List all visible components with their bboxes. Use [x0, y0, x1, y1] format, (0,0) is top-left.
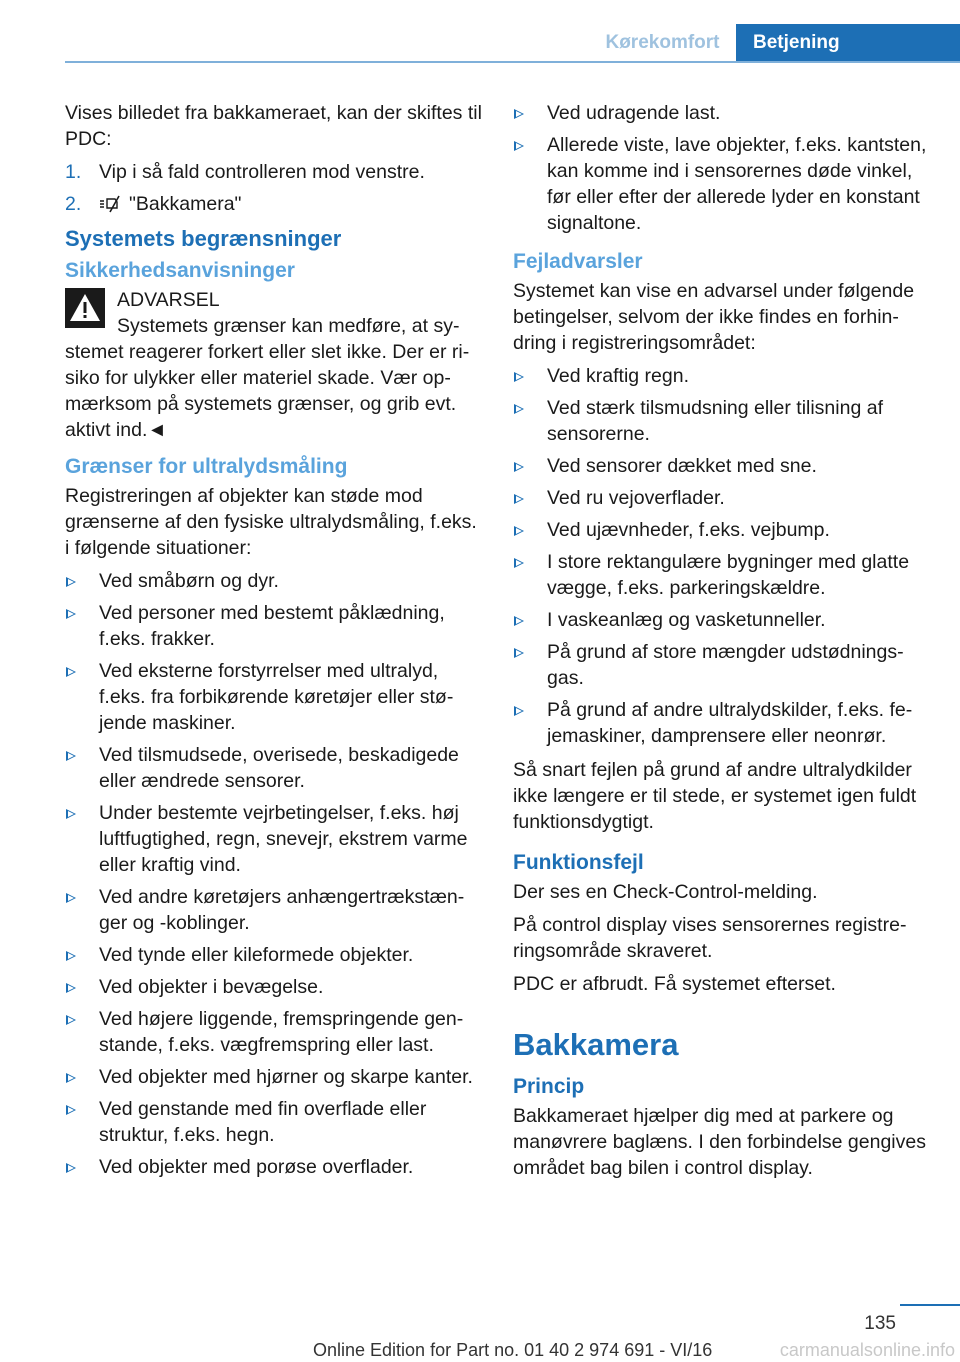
triangle-bullet-icon [66, 809, 76, 819]
triangle-bullet-icon [514, 462, 524, 472]
triangle-bullet-icon [66, 751, 76, 761]
triangle-bullet-icon [66, 667, 76, 677]
list-item [65, 942, 485, 968]
heading-safety: Sikkerhedsanvisninger [65, 259, 295, 282]
bullets-top [513, 100, 933, 236]
triangle-bullet-icon [514, 648, 524, 658]
list-item-text: I store rektangulære bygninger med glatte vægge, f.eks. parkeringskældre. [547, 551, 910, 599]
header-tabs [589, 24, 960, 61]
list-item [513, 517, 933, 543]
list-item [513, 607, 933, 633]
list-item [513, 132, 933, 236]
list-item [513, 453, 933, 479]
triangle-bullet-icon [66, 983, 76, 993]
ultrasonic-intro: Registreringen af objekter kan støde mod grænserne af den fysiske ultralydsmåling, f.eks. i følgende situationer: [65, 485, 477, 559]
list-item [513, 485, 933, 511]
triangle-bullet-icon [514, 109, 524, 119]
right-column [513, 100, 933, 1188]
heading-ultrasonic: Grænser for ultralydsmåling [65, 455, 348, 478]
list-item-text: Allerede viste, lave objekter, f.eks. kantsten, kan komme ind i sensorernes døde vinkel, før eller efter der allerede lyder en konstant signaltone. [547, 134, 927, 234]
footer-rule [900, 1304, 960, 1306]
triangle-bullet-icon [514, 404, 524, 414]
malfunction-p2: På control display vises sensorernes registreringsområde skraveret. [513, 914, 907, 962]
heading-system-limits: Systemets begrænsninger [65, 226, 342, 251]
step-number: 2. [65, 193, 82, 215]
list-item-text: Ved objekter med hjørner og skarpe kanter. [99, 1066, 473, 1088]
footer-watermark: carmanualsonline.info [779, 1340, 955, 1360]
list-item [65, 658, 485, 736]
tab-chapter: Betjening [736, 24, 960, 61]
list-item-text: Ved tilsmudsede, overisede, beskadigede eller ændrede sensorer. [99, 744, 459, 792]
heading-principle: Princip [513, 1075, 585, 1098]
step-text: "Bakkamera" [129, 193, 242, 215]
header-rule [65, 61, 960, 63]
triangle-bullet-icon [514, 141, 524, 151]
list-item-text: Under bestemte vejrbetingelser, f.eks. høj luftfugtighed, regn, snevejr, ekstrem varme eller kraftig vind. [99, 802, 468, 876]
triangle-bullet-icon [66, 1105, 76, 1115]
malfunction-p1: Der ses en Check-Control-melding. [513, 881, 818, 903]
list-item [65, 1154, 485, 1180]
list-item [513, 395, 933, 447]
list-item-text: Ved udragende last. [547, 102, 721, 124]
step-item [65, 191, 485, 217]
list-item [65, 800, 485, 878]
list-item-text: Ved andre køretøjers anhængertrækstænger og -koblinger. [99, 886, 465, 934]
fault-outro: Så snart fejlen på grund af andre ultralydkilder ikke længere er til stede, er systemet igen fuldt funktionsdygtigt. [513, 759, 917, 833]
step-text: Vip i så fald controlleren mod venstre. [99, 161, 425, 183]
list-item-text: Ved stærk tilsmudsning eller tilisning af sensorerne. [547, 397, 883, 445]
page-number: 135 [864, 1313, 896, 1334]
fault-bullets [513, 363, 933, 749]
list-item-text: Ved eksterne forstyrrelser med ultralyd, f.eks. fra forbikørende køretøjer eller støjende maskiner. [99, 660, 454, 734]
triangle-bullet-icon [514, 558, 524, 568]
list-item-text: Ved tynde eller kileformede objekter. [99, 944, 414, 966]
warning-title: ADVARSEL [117, 289, 220, 311]
warning-text: Systemets grænser kan medføre, at systemet reagerer forkert eller slet ikke. Der er risiko for ulykker eller materiel skade. Vær opmærksom på systemets grænser, og grib evt. aktivt ind.◄ [65, 315, 470, 441]
triangle-bullet-icon [514, 616, 524, 626]
list-item [513, 100, 933, 126]
heading-malfunction: Funktionsfejl [513, 851, 644, 874]
list-item-text: Ved objekter med porøse overflader. [99, 1156, 414, 1178]
list-item-text: Ved ru vejoverflader. [547, 487, 725, 509]
list-item [65, 600, 485, 652]
heading-reverse-camera: Bakkamera [513, 1027, 679, 1062]
triangle-bullet-icon [66, 1073, 76, 1083]
list-item-text: Ved genstande med fin overflade eller struktur, f.eks. hegn. [99, 1098, 427, 1146]
list-item-text: Ved højere liggende, fremspringende genstande, f.eks. vægfremspring eller last. [99, 1008, 464, 1056]
malfunction-p3: PDC er afbrudt. Få systemet efterset. [513, 973, 836, 995]
tab-section: Kørekomfort [605, 32, 720, 53]
intro-paragraph: Vises billedet fra bakkameraet, kan der skiftes til PDC: [65, 102, 482, 150]
list-item [65, 1096, 485, 1148]
list-item [65, 884, 485, 936]
triangle-bullet-icon [66, 577, 76, 587]
fault-warn-intro: Systemet kan vise en advarsel under følgende betingelser, selvom der ikke findes en forhindring i registreringsområdet: [513, 280, 915, 354]
triangle-bullet-icon [514, 706, 524, 716]
list-item-text: Ved kraftig regn. [547, 365, 690, 387]
triangle-bullet-icon [514, 526, 524, 536]
list-item-text: På grund af store mængder udstødningsgas. [547, 641, 904, 689]
triangle-bullet-icon [66, 893, 76, 903]
list-item-text: Ved småbørn og dyr. [99, 570, 279, 592]
list-item-text: Ved personer med bestemt påklædning, f.eks. frakker. [99, 602, 445, 650]
warning-triangle-icon [65, 288, 105, 328]
list-item [65, 974, 485, 1000]
list-item [65, 742, 485, 794]
triangle-bullet-icon [66, 1163, 76, 1173]
step-number: 1. [65, 161, 82, 183]
list-item [513, 549, 933, 601]
list-item-text: Ved objekter i bevægelse. [99, 976, 324, 998]
triangle-bullet-icon [66, 609, 76, 619]
triangle-bullet-icon [514, 494, 524, 504]
ultrasonic-bullets [65, 568, 485, 1180]
list-item [65, 1006, 485, 1058]
triangle-bullet-icon [514, 372, 524, 382]
heading-fault-warnings: Fejladvarsler [513, 250, 643, 273]
list-item-text: Ved ujævnheder, f.eks. vejbump. [547, 519, 830, 541]
list-item-text: I vaskeanlæg og vasketunneller. [547, 609, 826, 631]
triangle-bullet-icon [66, 1015, 76, 1025]
step-item [65, 159, 485, 185]
triangle-bullet-icon [66, 951, 76, 961]
left-column [65, 100, 485, 1188]
list-item-text: Ved sensorer dækket med sne. [547, 455, 817, 477]
warning-block [65, 287, 485, 443]
list-item [65, 1064, 485, 1090]
principle-text: Bakkameraet hjælper dig med at parkere og manøvrere baglæns. I den forbindelse gengives området bag bilen i control display. [513, 1105, 926, 1179]
list-item [65, 568, 485, 594]
list-item [513, 697, 933, 749]
list-item-text: På grund af andre ultralydskilder, f.eks. fejemaskiner, damprensere eller neonrør. [547, 699, 913, 747]
steps-list [65, 159, 485, 217]
list-item [513, 363, 933, 389]
list-item [513, 639, 933, 691]
pdc-camera-icon [99, 195, 121, 213]
footer-edition: Online Edition for Part no. 01 40 2 974 691 - VI/16 [313, 1340, 713, 1360]
